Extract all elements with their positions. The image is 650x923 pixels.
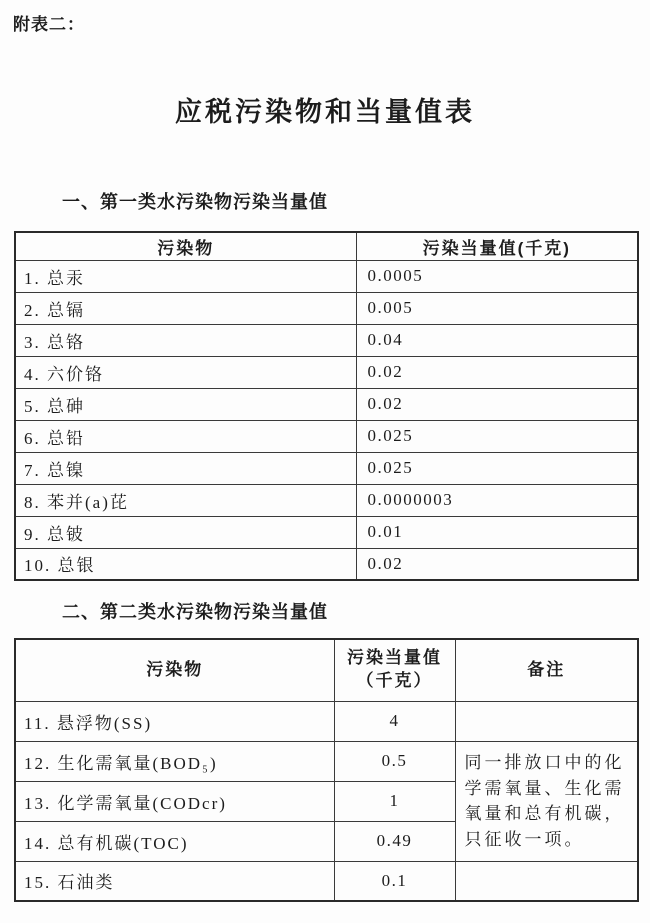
value-cell: 0.0005 bbox=[356, 260, 638, 292]
value-cell: 1 bbox=[334, 781, 455, 821]
pollutant-cell: 15. 石油类 bbox=[15, 861, 334, 901]
value-cell: 0.0000003 bbox=[356, 484, 638, 516]
table-row bbox=[15, 548, 638, 580]
table-row bbox=[15, 356, 638, 388]
value-cell: 0.49 bbox=[334, 821, 455, 861]
pollutant-cell: 4. 六价铬 bbox=[15, 356, 356, 388]
table-class1-water-pollutants bbox=[14, 231, 639, 581]
pollutant-cell: 6. 总铅 bbox=[15, 420, 356, 452]
section1-heading: 一、第一类水污染物污染当量值 bbox=[62, 192, 328, 212]
pollutant-cell: 3. 总铬 bbox=[15, 324, 356, 356]
value-column-header: 污染当量值(千克) bbox=[356, 232, 638, 260]
value-column-header bbox=[334, 639, 455, 701]
value-cell: 0.02 bbox=[356, 356, 638, 388]
value-cell: 0.5 bbox=[334, 741, 455, 781]
table-class2-water-pollutants bbox=[14, 638, 639, 902]
value-cell: 0.025 bbox=[356, 452, 638, 484]
pollutant-column-header: 污染物 bbox=[15, 639, 334, 701]
pollutant-cell: 1. 总汞 bbox=[15, 260, 356, 292]
table-row bbox=[15, 516, 638, 548]
section2-heading: 二、第二类水污染物污染当量值 bbox=[62, 602, 328, 622]
value-cell: 0.04 bbox=[356, 324, 638, 356]
table-row bbox=[15, 260, 638, 292]
pollutant-cell: 10. 总银 bbox=[15, 548, 356, 580]
pollutant-cell: 5. 总砷 bbox=[15, 388, 356, 420]
value-cell: 4 bbox=[334, 701, 455, 741]
value-cell: 0.025 bbox=[356, 420, 638, 452]
annex-label: 附表二： bbox=[13, 15, 85, 34]
table-row bbox=[15, 292, 638, 324]
table-row bbox=[15, 701, 638, 741]
table-row bbox=[15, 452, 638, 484]
pollutant-cell: 2. 总镉 bbox=[15, 292, 356, 324]
value-header-line1: 污染当量值 bbox=[347, 648, 442, 668]
page-title: 应税污染物和当量值表 bbox=[175, 97, 475, 127]
pollutant-cell: 11. 悬浮物(SS) bbox=[15, 701, 334, 741]
pollutant-cell: 13. 化学需氧量(CODcr) bbox=[15, 781, 334, 821]
table-row bbox=[15, 420, 638, 452]
table-header-row bbox=[15, 639, 638, 701]
value-cell: 0.02 bbox=[356, 548, 638, 580]
table-row bbox=[15, 741, 638, 781]
remark-cell-merged: 同一排放口中的化学需氧量、生化需氧量和总有机碳，只征收一项。 bbox=[455, 741, 638, 861]
value-cell: 0.01 bbox=[356, 516, 638, 548]
table-header-row bbox=[15, 232, 638, 260]
remark-column-header: 备注 bbox=[455, 639, 638, 701]
value-cell: 0.02 bbox=[356, 388, 638, 420]
value-header-line2: （千克） bbox=[356, 671, 433, 691]
table-row bbox=[15, 484, 638, 516]
value-cell: 0.005 bbox=[356, 292, 638, 324]
pollutant-cell: 8. 苯并(a)芘 bbox=[15, 484, 356, 516]
remark-cell bbox=[455, 861, 638, 901]
pollutant-cell: 12. 生化需氧量(BOD₅) bbox=[15, 741, 334, 781]
table-row bbox=[15, 861, 638, 901]
remark-cell bbox=[455, 701, 638, 741]
table-row bbox=[15, 324, 638, 356]
pollutant-column-header: 污染物 bbox=[15, 232, 356, 260]
value-cell: 0.1 bbox=[334, 861, 455, 901]
pollutant-cell: 14. 总有机碳(TOC) bbox=[15, 821, 334, 861]
pollutant-cell: 7. 总镍 bbox=[15, 452, 356, 484]
pollutant-cell: 9. 总铍 bbox=[15, 516, 356, 548]
table-row bbox=[15, 388, 638, 420]
